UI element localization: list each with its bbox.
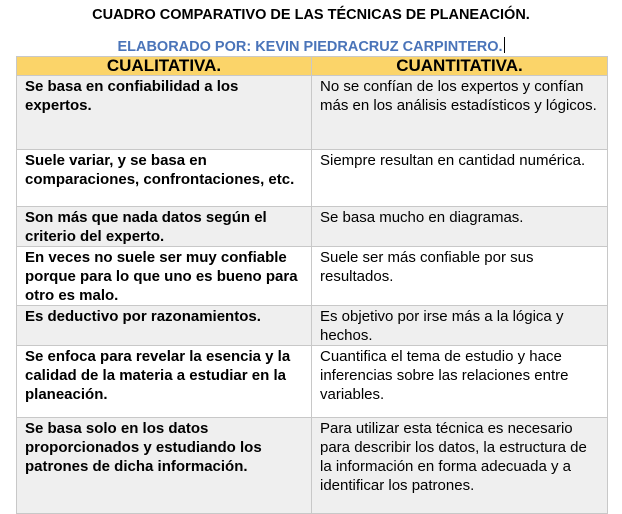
document-title: CUADRO COMPARATIVO DE LAS TÉCNICAS DE PLANEACIÓN. <box>92 7 530 23</box>
table-row <box>17 76 608 150</box>
cualitativa-cell: Suele variar, y se basa en comparaciones, confrontaciones, etc. <box>17 150 312 207</box>
document-author-line <box>0 37 622 56</box>
cuantitativa-cell: Se basa mucho en diagramas. <box>312 207 608 247</box>
cuantitativa-cell: No se confían de los expertos y confían más en los análisis estadísticos y lógicos. <box>312 76 608 150</box>
table-row <box>17 306 608 346</box>
cualitativa-cell: Se basa solo en los datos proporcionados y estudiando los patrones de dicha información. <box>17 418 312 514</box>
cuantitativa-cell: Es objetivo por irse más a la lógica y hechos. <box>312 306 608 346</box>
cualitativa-cell: Se enfoca para revelar la esencia y la calidad de la materia a estudiar en la planeación. <box>17 346 312 418</box>
cuantitativa-cell: Para utilizar esta técnica es necesario para describir los datos, la estructura de la información en forma adecuada y a identificar los patrones. <box>312 418 608 514</box>
comparison-table <box>16 56 608 514</box>
table-row <box>17 150 608 207</box>
cualitativa-cell: Son más que nada datos según el criterio del experto. <box>17 207 312 247</box>
cuantitativa-cell: Siempre resultan en cantidad numérica. <box>312 150 608 207</box>
table-row <box>17 346 608 418</box>
table-row <box>17 207 608 247</box>
header-cualitativa: CUALITATIVA. <box>17 57 312 76</box>
header-cuantitativa: CUANTITATIVA. <box>312 57 608 76</box>
table-row <box>17 247 608 306</box>
author-text: ELABORADO POR: KEVIN PIEDRACRUZ CARPINTERO. <box>117 39 503 55</box>
cualitativa-cell: Es deductivo por razonamientos. <box>17 306 312 346</box>
table-header-row <box>17 57 608 76</box>
cualitativa-cell: Se basa en confiabilidad a los expertos. <box>17 76 312 150</box>
cualitativa-cell: En veces no suele ser muy confiable porque para lo que uno es bueno para otro es malo. <box>17 247 312 306</box>
cuantitativa-cell: Suele ser más confiable por sus resultados. <box>312 247 608 306</box>
cuantitativa-cell: Cuantifica el tema de estudio y hace inferencias sobre las relaciones entre variables. <box>312 346 608 418</box>
text-cursor <box>504 37 505 53</box>
table-row <box>17 418 608 514</box>
